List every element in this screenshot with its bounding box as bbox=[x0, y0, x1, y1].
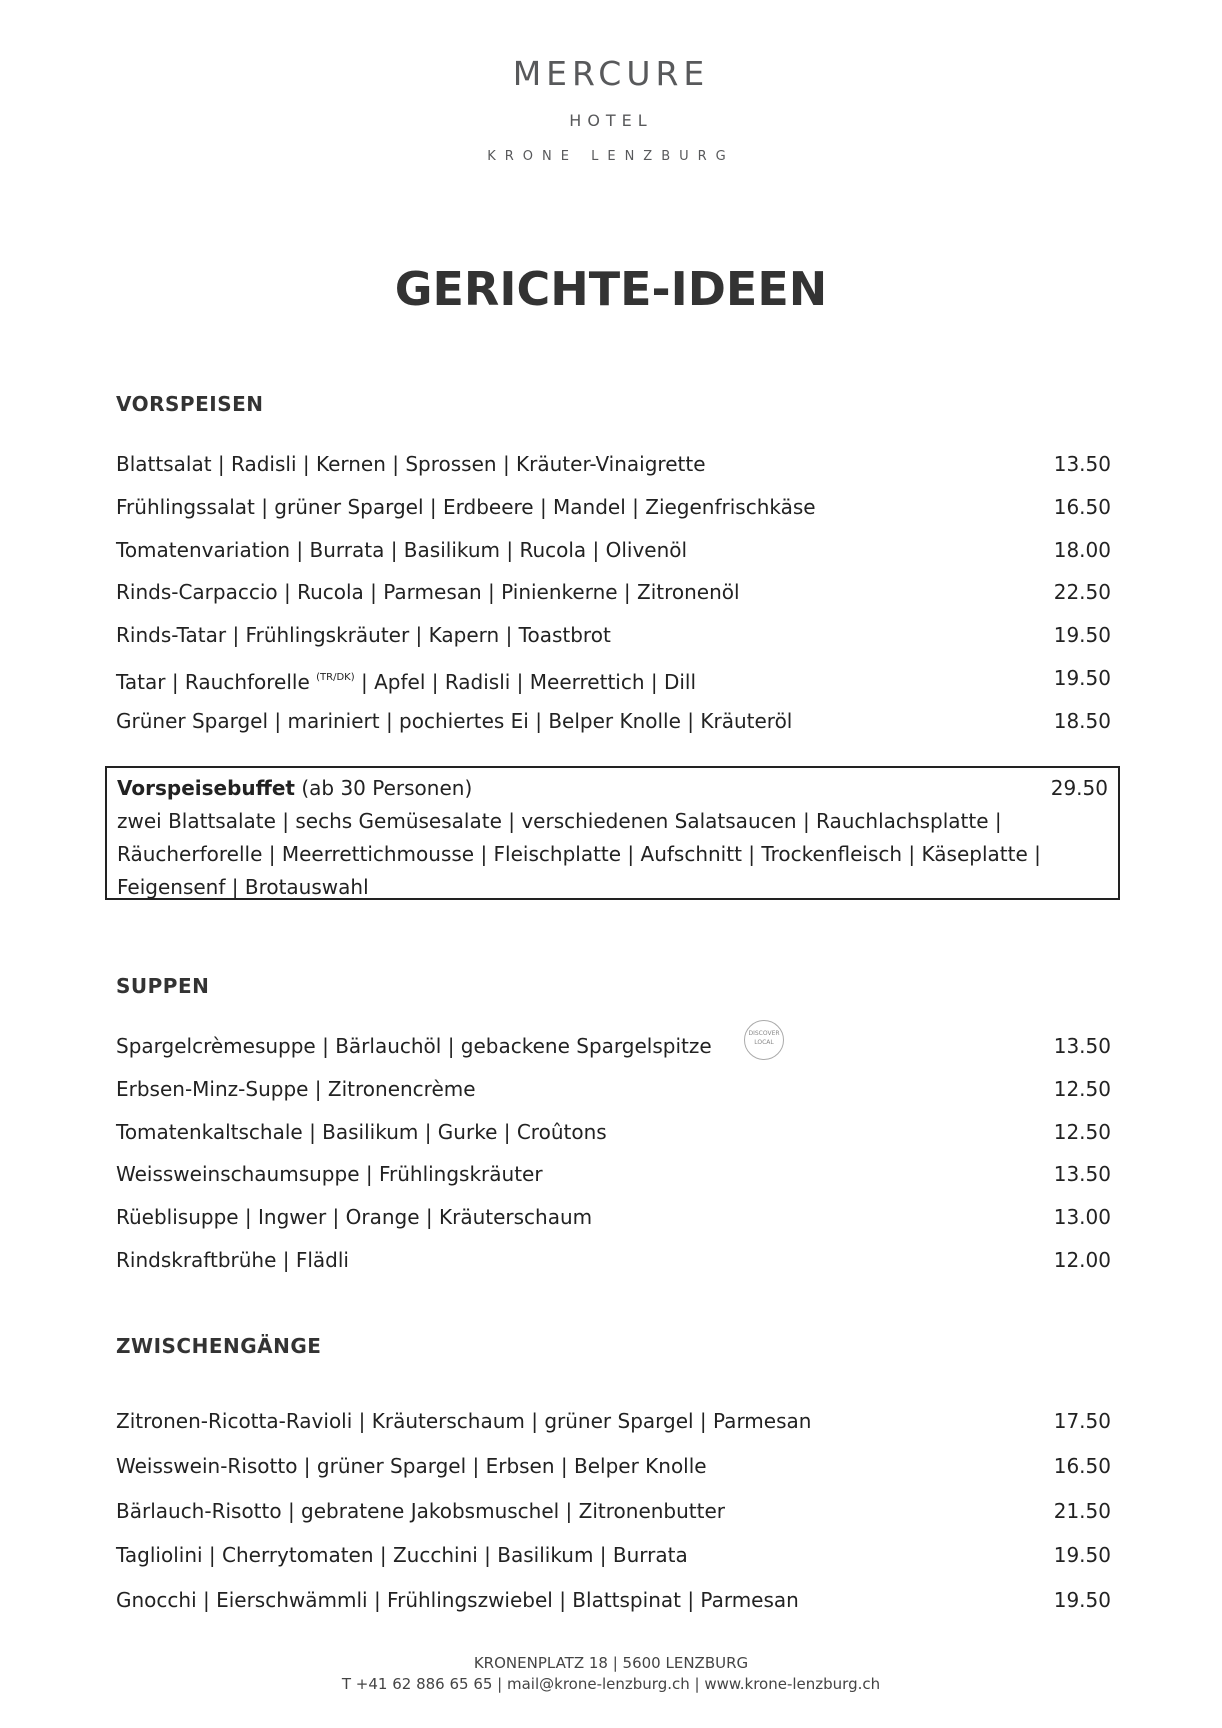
dish-price: 13.50 bbox=[1053, 452, 1111, 476]
dish-name: Frühlingssalat | grüner Spargel | Erdbeere | Mandel | Ziegenfrischkäse bbox=[116, 495, 816, 519]
menu-item bbox=[116, 1245, 1111, 1275]
buffet-name: Vorspeisebuffet bbox=[117, 776, 295, 800]
origin-note: (TR/DK) bbox=[316, 672, 355, 683]
menu-item bbox=[116, 1585, 1111, 1615]
footer-contact: T +41 62 886 65 65 | mail@krone-lenzburg.ch | www.krone-lenzburg.ch bbox=[341, 1675, 881, 1693]
dish-name: Spargelcrèmesuppe | Bärlauchöl | gebackene Spargelspitze bbox=[116, 1034, 712, 1058]
buffet-note: (ab 30 Personen) bbox=[294, 776, 473, 800]
buffet-box bbox=[105, 766, 1120, 900]
dish-price: 22.50 bbox=[1053, 580, 1111, 604]
buffet-price: 29.50 bbox=[1050, 776, 1108, 800]
menu-item bbox=[116, 449, 1111, 479]
menu-item bbox=[116, 1031, 1111, 1061]
dish-price: 18.50 bbox=[1053, 709, 1111, 733]
footer-address: KRONENPLATZ 18 | 5600 LENZBURG bbox=[473, 1654, 749, 1672]
menu-item bbox=[116, 1451, 1111, 1481]
menu-item bbox=[116, 1496, 1111, 1526]
menu-item bbox=[116, 620, 1111, 650]
logo-hotel: HOTEL bbox=[569, 111, 653, 130]
dish-price: 19.50 bbox=[1053, 1543, 1111, 1567]
dish-name: Erbsen-Minz-Suppe | Zitronencrème bbox=[116, 1077, 476, 1101]
dish-name-part: | Apfel | Radisli | Meerrettich | Dill bbox=[354, 670, 697, 694]
dish-price: 12.00 bbox=[1053, 1248, 1111, 1272]
menu-item bbox=[116, 1159, 1111, 1189]
logo-location: KRONE LENZBURG bbox=[487, 149, 735, 164]
dish-price: 16.50 bbox=[1053, 1454, 1111, 1478]
section-heading-suppen: SUPPEN bbox=[116, 974, 210, 998]
dish-name: Weisswein-Risotto | grüner Spargel | Erbsen | Belper Knolle bbox=[116, 1454, 707, 1478]
menu-item bbox=[116, 577, 1111, 607]
dish-price: 16.50 bbox=[1053, 495, 1111, 519]
dish-price: 13.50 bbox=[1053, 1162, 1111, 1186]
dish-price: 17.50 bbox=[1053, 1409, 1111, 1433]
section-heading-vorspeisen: VORSPEISEN bbox=[116, 392, 264, 416]
buffet-line: Feigensenf | Brotauswahl bbox=[117, 875, 369, 899]
dish-name: Tomatenkaltschale | Basilikum | Gurke | Croûtons bbox=[116, 1120, 607, 1144]
dish-price: 13.00 bbox=[1053, 1205, 1111, 1229]
dish-price: 21.50 bbox=[1053, 1499, 1111, 1523]
dish-name: Rüeblisuppe | Ingwer | Orange | Kräuterschaum bbox=[116, 1205, 593, 1229]
menu-item bbox=[116, 706, 1111, 736]
dish-name-part: Tatar | Rauchforelle bbox=[116, 670, 317, 694]
menu-item bbox=[116, 492, 1111, 522]
dish-name: Rinds-Carpaccio | Rucola | Parmesan | Pinienkerne | Zitronenöl bbox=[116, 580, 740, 604]
dish-name: Grüner Spargel | mariniert | pochiertes Ei | Belper Knolle | Kräuteröl bbox=[116, 709, 793, 733]
page-title: GERICHTE-IDEEN bbox=[394, 262, 828, 316]
dish-price: 12.50 bbox=[1053, 1120, 1111, 1144]
menu-item bbox=[116, 535, 1111, 565]
menu-item bbox=[116, 1406, 1111, 1436]
section-heading-zwischengaenge: ZWISCHENGÄNGE bbox=[116, 1334, 322, 1358]
menu-item bbox=[116, 1117, 1111, 1147]
dish-name: Weissweinschaumsuppe | Frühlingskräuter bbox=[116, 1162, 543, 1186]
buffet-line: Räucherforelle | Meerrettichmousse | Fleischplatte | Aufschnitt | Trockenfleisch | Käseplatte | bbox=[117, 842, 1041, 866]
dish-name: Blattsalat | Radisli | Kernen | Sprossen | Kräuter-Vinaigrette bbox=[116, 452, 706, 476]
discover-local-badge-icon: DISCOVER LOCAL bbox=[744, 1020, 784, 1060]
dish-name: Bärlauch-Risotto | gebratene Jakobsmuschel | Zitronenbutter bbox=[116, 1499, 726, 1523]
dish-name: Zitronen-Ricotta-Ravioli | Kräuterschaum | grüner Spargel | Parmesan bbox=[116, 1409, 812, 1433]
buffet-line: zwei Blattsalate | sechs Gemüsesalate | verschiedenen Salatsaucen | Rauchlachsplatte | bbox=[117, 809, 1002, 833]
dish-price: 19.50 bbox=[1053, 666, 1111, 690]
dish-name: Tagliolini | Cherrytomaten | Zucchini | Basilikum | Burrata bbox=[116, 1543, 688, 1567]
buffet-title bbox=[117, 772, 472, 804]
dish-name bbox=[116, 663, 696, 697]
dish-price: 13.50 bbox=[1053, 1034, 1111, 1058]
dish-name: Rindskraftbrühe | Flädli bbox=[116, 1248, 349, 1272]
logo-mercure: MERCURE bbox=[512, 54, 710, 93]
menu-item bbox=[116, 1074, 1111, 1104]
dish-price: 19.50 bbox=[1053, 1588, 1111, 1612]
dish-price: 19.50 bbox=[1053, 623, 1111, 647]
dish-price: 12.50 bbox=[1053, 1077, 1111, 1101]
menu-item bbox=[116, 1202, 1111, 1232]
dish-name: Gnocchi | Eierschwämmli | Frühlingszwiebel | Blattspinat | Parmesan bbox=[116, 1588, 799, 1612]
dish-name: Tomatenvariation | Burrata | Basilikum | Rucola | Olivenöl bbox=[116, 538, 688, 562]
dish-name: Rinds-Tatar | Frühlingskräuter | Kapern | Toastbrot bbox=[116, 623, 611, 647]
menu-item bbox=[116, 1540, 1111, 1570]
dish-price: 18.00 bbox=[1053, 538, 1111, 562]
menu-item bbox=[116, 663, 1111, 693]
